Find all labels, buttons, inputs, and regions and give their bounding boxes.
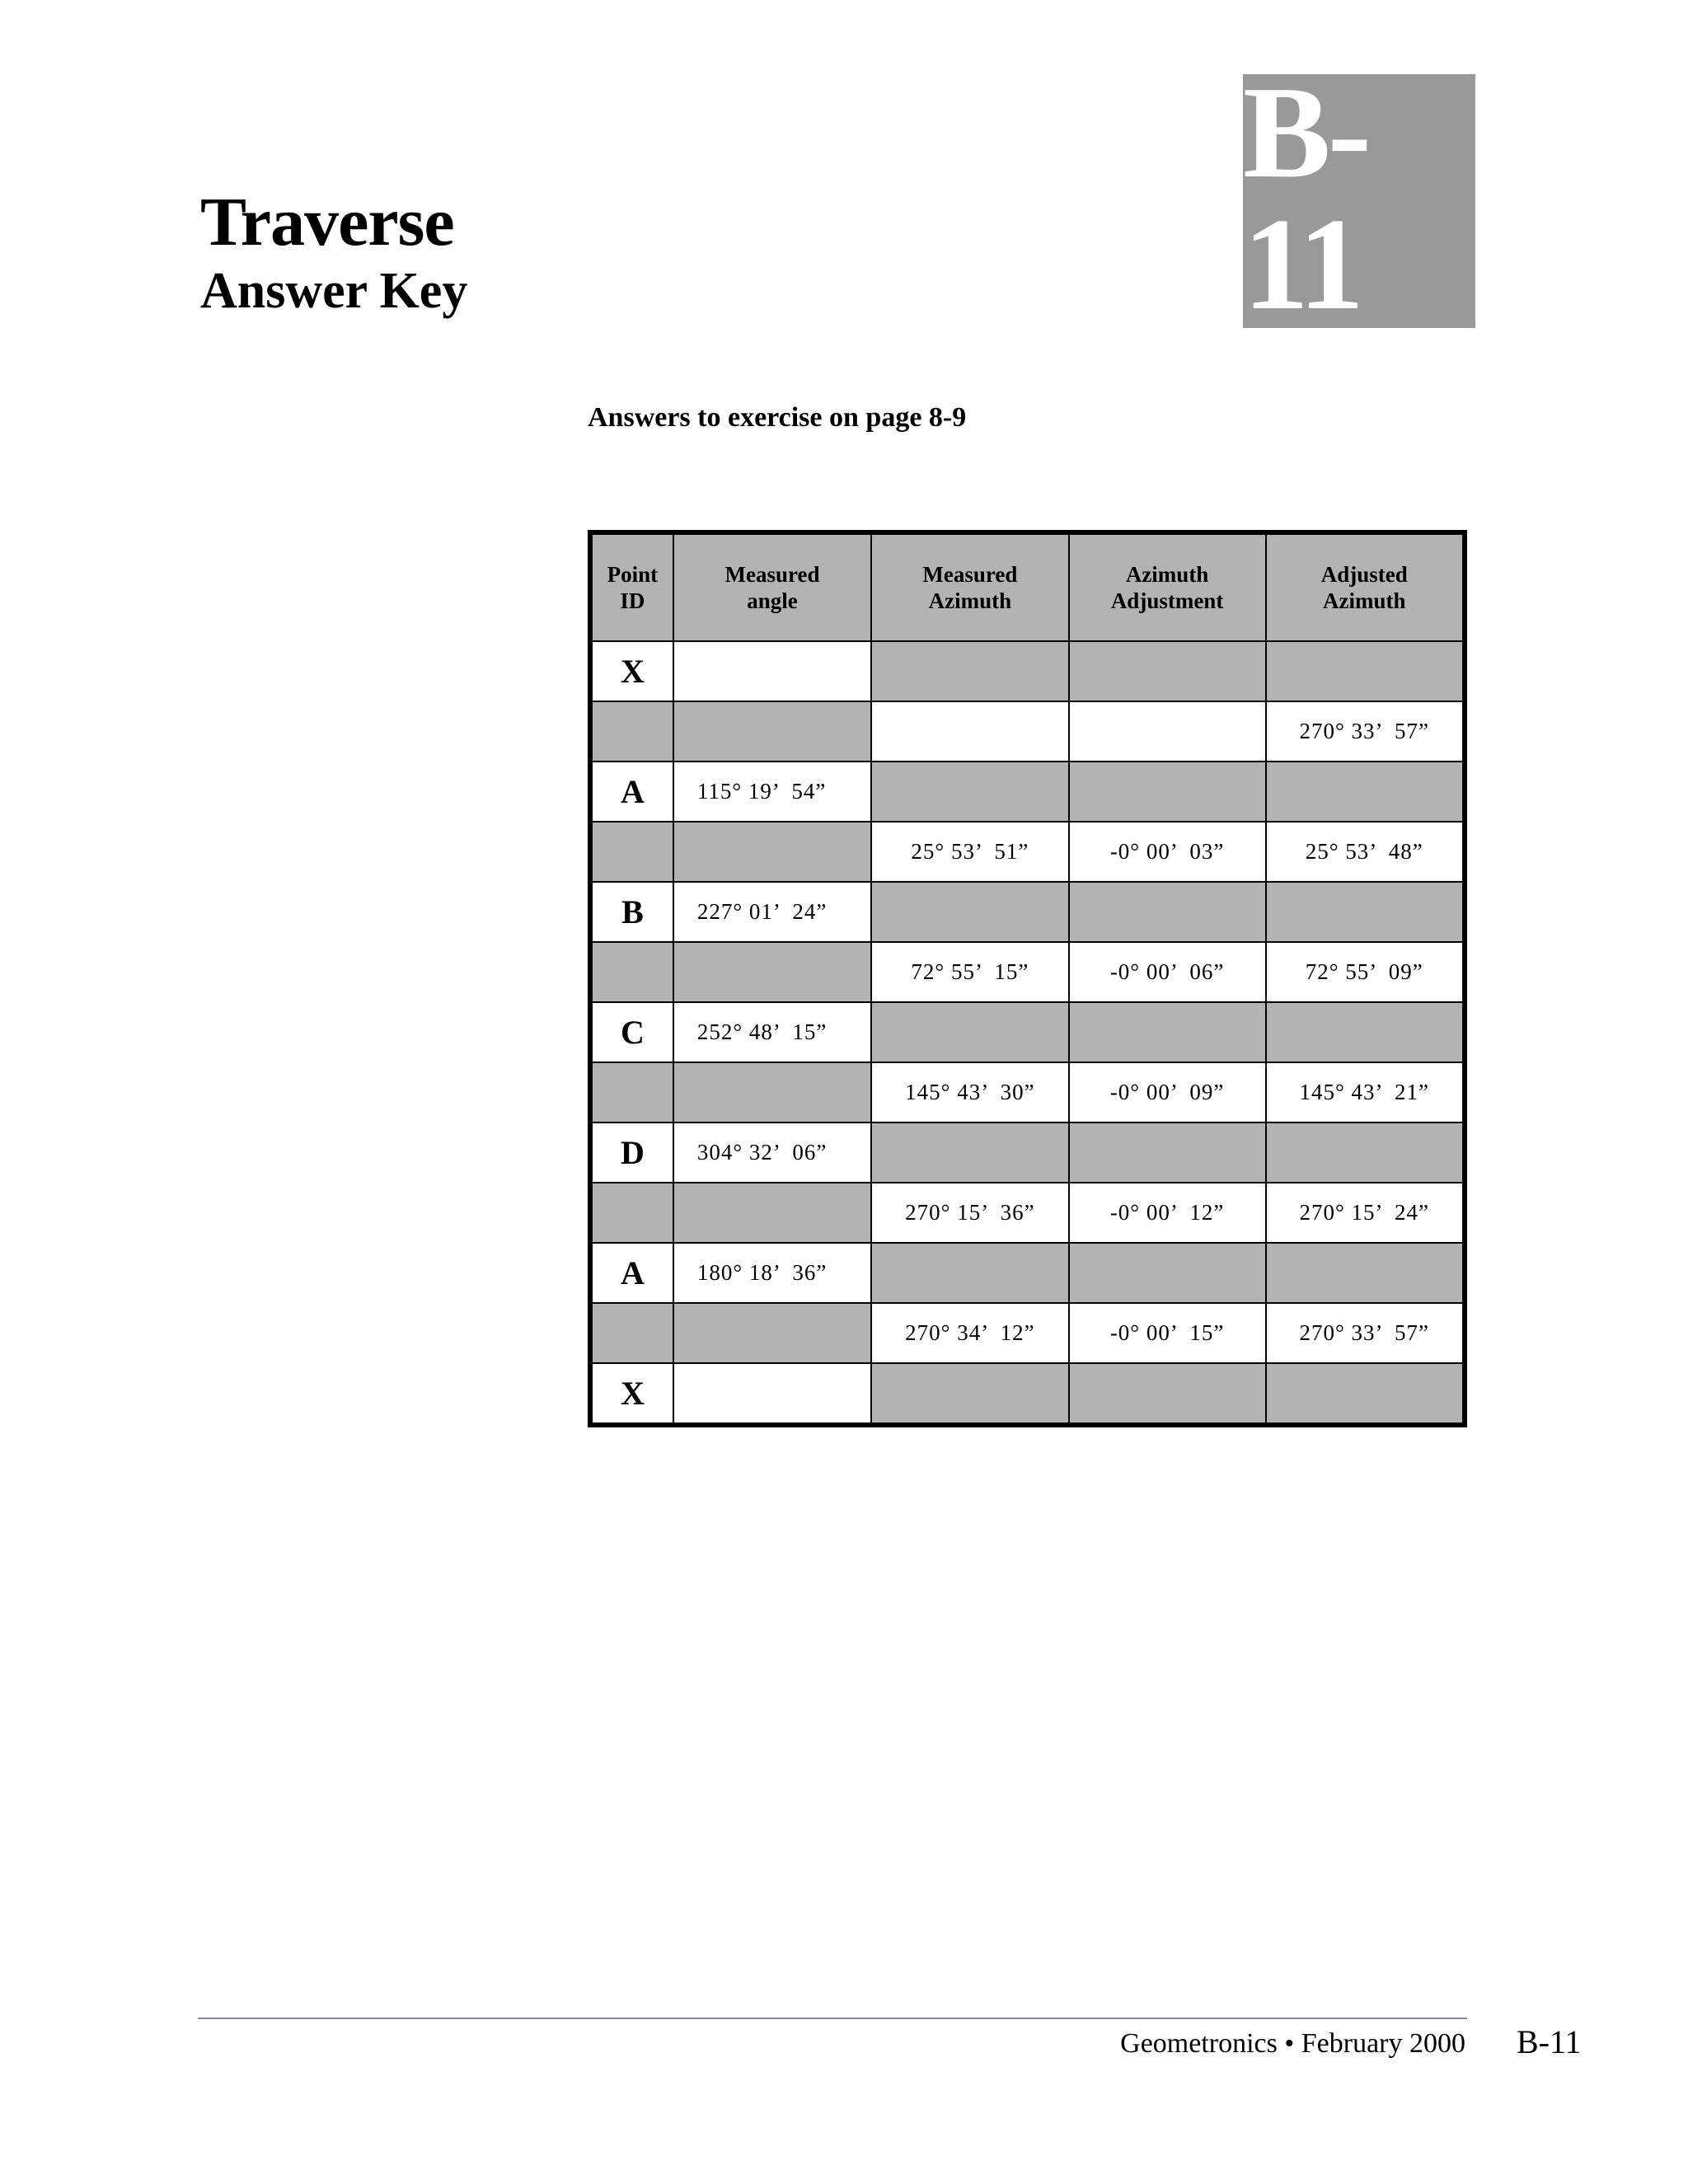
table-caption: Answers to exercise on page 8-9	[588, 402, 967, 433]
measured-angle-cell	[673, 1062, 871, 1122]
adjusted-azimuth-cell	[1266, 1002, 1465, 1062]
point-id-cell: X	[590, 1363, 673, 1425]
footer-page-number: B-11	[1517, 2023, 1582, 2060]
adjusted-azimuth-cell	[1266, 1122, 1465, 1183]
point-id-cell	[590, 942, 673, 1002]
point-id-cell	[590, 701, 673, 762]
table-row	[590, 1122, 1465, 1183]
point-id-cell: X	[590, 641, 673, 701]
point-id-cell: A	[590, 762, 673, 822]
header-point-id: Point ID	[590, 532, 673, 641]
point-id-cell	[590, 1062, 673, 1122]
measured-angle-cell: 227° 01’ 24”	[673, 882, 871, 942]
azimuth-adjustment-cell: -0° 00’ 03”	[1069, 822, 1266, 882]
adjusted-azimuth-cell	[1266, 882, 1465, 942]
adjusted-azimuth-cell: 270° 15’ 24”	[1266, 1183, 1465, 1243]
adjusted-azimuth-cell	[1266, 1243, 1465, 1303]
table-row	[590, 1303, 1465, 1363]
measured-azimuth-cell: 270° 34’ 12”	[871, 1303, 1068, 1363]
table-row	[590, 641, 1465, 701]
table-row	[590, 1363, 1465, 1425]
measured-azimuth-cell	[871, 1363, 1068, 1425]
measured-azimuth-cell: 145° 43’ 30”	[871, 1062, 1068, 1122]
table-row	[590, 822, 1465, 882]
azimuth-adjustment-cell	[1069, 641, 1266, 701]
measured-angle-cell	[673, 942, 871, 1002]
adjusted-azimuth-cell: 25° 53’ 48”	[1266, 822, 1465, 882]
measured-azimuth-cell	[871, 1122, 1068, 1183]
azimuth-adjustment-cell: -0° 00’ 09”	[1069, 1062, 1266, 1122]
point-id-cell: D	[590, 1122, 673, 1183]
adjusted-azimuth-cell: 145° 43’ 21”	[1266, 1062, 1465, 1122]
measured-angle-cell	[673, 1183, 871, 1243]
azimuth-adjustment-cell	[1069, 701, 1266, 762]
header-measured-azimuth: Measured Azimuth	[871, 532, 1068, 641]
measured-azimuth-cell	[871, 701, 1068, 762]
azimuth-adjustment-cell	[1069, 882, 1266, 942]
measured-angle-cell: 304° 32’ 06”	[673, 1122, 871, 1183]
table-header-row	[590, 532, 1465, 641]
chapter-tab-label: B-11	[1243, 59, 1368, 337]
azimuth-adjustment-cell	[1069, 762, 1266, 822]
adjusted-azimuth-cell	[1266, 762, 1465, 822]
adjusted-azimuth-cell	[1266, 1363, 1465, 1425]
measured-angle-cell	[673, 822, 871, 882]
traverse-answer-table	[588, 530, 1467, 1427]
azimuth-adjustment-cell: -0° 00’ 12”	[1069, 1183, 1266, 1243]
page-title: Traverse	[200, 184, 454, 260]
measured-azimuth-cell	[871, 641, 1068, 701]
azimuth-adjustment-cell: -0° 00’ 06”	[1069, 942, 1266, 1002]
point-id-cell: B	[590, 882, 673, 942]
point-id-cell	[590, 822, 673, 882]
point-id-cell: C	[590, 1002, 673, 1062]
footer-divider	[198, 2018, 1467, 2019]
measured-angle-cell	[673, 1303, 871, 1363]
adjusted-azimuth-cell: 72° 55’ 09”	[1266, 942, 1465, 1002]
measured-angle-cell: 252° 48’ 15”	[673, 1002, 871, 1062]
azimuth-adjustment-cell: -0° 00’ 15”	[1069, 1303, 1266, 1363]
measured-azimuth-cell	[871, 1243, 1068, 1303]
measured-azimuth-cell: 270° 15’ 36”	[871, 1183, 1068, 1243]
azimuth-adjustment-cell	[1069, 1002, 1266, 1062]
measured-azimuth-cell	[871, 882, 1068, 942]
azimuth-adjustment-cell	[1069, 1243, 1266, 1303]
adjusted-azimuth-cell: 270° 33’ 57”	[1266, 701, 1465, 762]
header-adjusted-azimuth: Adjusted Azimuth	[1266, 532, 1465, 641]
table-row	[590, 701, 1465, 762]
table-row	[590, 1062, 1465, 1122]
measured-angle-cell: 115° 19’ 54”	[673, 762, 871, 822]
chapter-tab	[1243, 59, 1475, 337]
table-row	[590, 1183, 1465, 1243]
footer-publication: Geometronics • February 2000	[1120, 2028, 1465, 2059]
azimuth-adjustment-cell	[1069, 1122, 1266, 1183]
table-row	[590, 1002, 1465, 1062]
page-subtitle: Answer Key	[200, 263, 468, 319]
measured-angle-cell	[673, 641, 871, 701]
measured-angle-cell	[673, 701, 871, 762]
measured-angle-cell	[673, 1363, 871, 1425]
adjusted-azimuth-cell	[1266, 641, 1465, 701]
measured-angle-cell: 180° 18’ 36”	[673, 1243, 871, 1303]
measured-azimuth-cell: 25° 53’ 51”	[871, 822, 1068, 882]
adjusted-azimuth-cell: 270° 33’ 57”	[1266, 1303, 1465, 1363]
measured-azimuth-cell	[871, 1002, 1068, 1062]
point-id-cell	[590, 1183, 673, 1243]
azimuth-adjustment-cell	[1069, 1363, 1266, 1425]
table-row	[590, 1243, 1465, 1303]
table-row	[590, 882, 1465, 942]
header-measured-angle: Measured angle	[673, 532, 871, 641]
header-azimuth-adjustment: Azimuth Adjustment	[1069, 532, 1266, 641]
table-row	[590, 762, 1465, 822]
measured-azimuth-cell	[871, 762, 1068, 822]
point-id-cell: A	[590, 1243, 673, 1303]
measured-azimuth-cell: 72° 55’ 15”	[871, 942, 1068, 1002]
point-id-cell	[590, 1303, 673, 1363]
table-row	[590, 942, 1465, 1002]
